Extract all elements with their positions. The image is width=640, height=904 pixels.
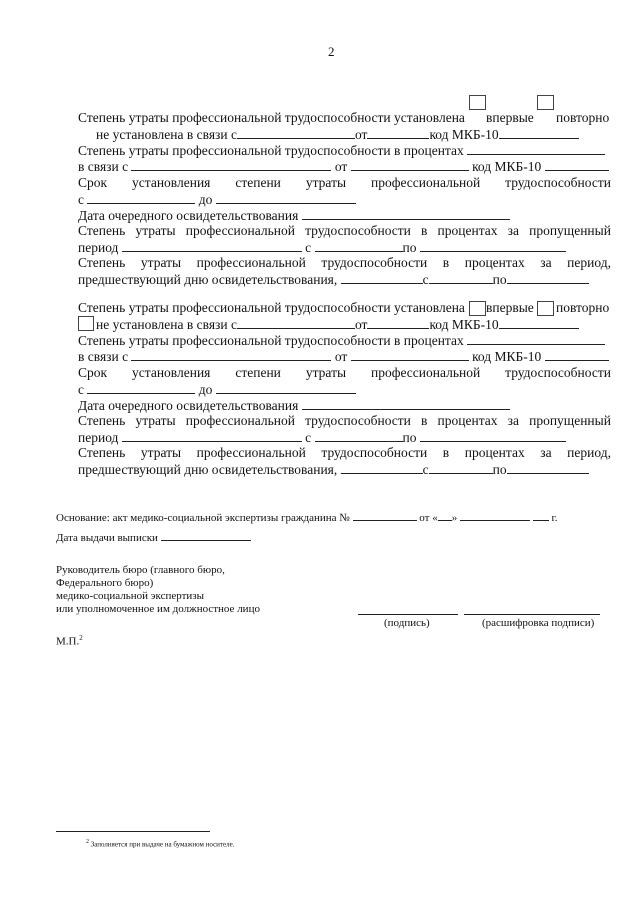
b2-line6-from: с (78, 382, 84, 397)
b2-prior-to-field[interactable] (507, 461, 589, 474)
b1-line5 (78, 175, 611, 191)
word: утраты (305, 175, 347, 190)
b2-term-to-field[interactable] (216, 381, 356, 394)
word: профессиональной (185, 223, 295, 238)
b2-percent-date-field[interactable] (351, 348, 469, 361)
b2-mkb-field[interactable] (499, 316, 579, 329)
b1-line8 (78, 223, 611, 239)
b2-percent-reason-field[interactable] (131, 348, 331, 361)
footnote-separator (56, 831, 210, 832)
b2-missed-to-field[interactable] (420, 429, 566, 442)
b1-prior-from-field[interactable] (429, 271, 493, 284)
b2-prior-from-field[interactable] (429, 461, 493, 474)
b2-missed-period-field[interactable] (122, 429, 302, 442)
word: пропущенный (529, 223, 611, 238)
word: профессиональной (196, 445, 306, 460)
b2-reason-field[interactable] (237, 316, 355, 329)
page-number: 2 (328, 44, 335, 59)
b2-percent-mkb-field[interactable] (545, 348, 609, 361)
b1-reason-field[interactable] (237, 126, 355, 139)
checkbox-first-2[interactable] (469, 301, 486, 316)
b1-line11-to: по (492, 272, 507, 287)
b2-line11-label: предшествующий дню освидетельствования, (78, 462, 338, 477)
basis-year: г. (551, 512, 558, 524)
word: процентах (464, 255, 525, 270)
b2-line11-from: с (422, 462, 429, 477)
decode-caption: (расшифровка подписи) (482, 617, 595, 629)
word: профессиональной (371, 365, 481, 380)
b1-line11-label: предшествующий дню освидетельствования, (78, 272, 338, 287)
word: в (421, 413, 428, 428)
signature-line[interactable] (358, 614, 458, 615)
word: за (507, 413, 519, 428)
word: Степень (78, 445, 126, 460)
word: степени (235, 175, 281, 190)
b1-prior-to-field[interactable] (507, 271, 589, 284)
word: за (540, 445, 552, 460)
basis-line (56, 510, 557, 525)
act-number-field[interactable] (353, 510, 417, 521)
b2-line4-label: в связи с (78, 349, 129, 364)
b2-line8 (78, 413, 611, 429)
b1-percent-date-field[interactable] (351, 158, 469, 171)
b2-line2-code: код МКБ-10 (429, 317, 499, 332)
b2-line3-label: Степень утраты профессиональной трудоспособности в процентах (78, 333, 464, 348)
decode-line[interactable] (464, 614, 600, 615)
basis-from: от « (419, 512, 438, 524)
checkbox-repeat-1[interactable] (537, 95, 554, 110)
word: трудоспособности (321, 255, 428, 270)
b2-line6-to: до (198, 382, 213, 397)
b2-line10 (78, 445, 611, 461)
b1-line6-from: с (78, 192, 84, 207)
b2-line4-code: код МКБ-10 (472, 349, 542, 364)
word: Срок (78, 365, 108, 380)
b1-percent-mkb-field[interactable] (545, 158, 609, 171)
b1-missed-to-field[interactable] (420, 239, 566, 252)
b1-line2-label: не установлена в связи с (96, 127, 237, 142)
word: за (540, 255, 552, 270)
act-year-field[interactable] (533, 510, 549, 521)
word: в (442, 255, 450, 270)
word: утраты (305, 365, 347, 380)
b2-line5 (78, 365, 611, 381)
word: установления (132, 365, 211, 380)
head-line1: Руководитель бюро (главного бюро, (56, 564, 225, 576)
b2-line9-to: по (402, 430, 417, 445)
b2-line9-from: с (305, 430, 312, 445)
checkbox-repeat-2[interactable] (537, 301, 554, 316)
checkbox-first-1[interactable] (469, 95, 486, 110)
checkbox-not-established-2[interactable] (78, 316, 94, 331)
footnote-sup: 2 (86, 839, 89, 845)
word: период, (567, 445, 611, 460)
b1-opt-repeat: повторно (556, 110, 610, 125)
word: период, (567, 255, 611, 270)
b1-line7-label: Дата очередного освидетельствования (78, 208, 299, 223)
b1-missed-from-field[interactable] (315, 239, 403, 252)
word: профессиональной (196, 255, 306, 270)
b1-next-exam-field[interactable] (302, 207, 510, 220)
word: утраты (135, 413, 176, 428)
b1-line9-from: с (305, 240, 312, 255)
head-line4: или уполномоченное им должностное лицо (56, 603, 260, 615)
b2-term-from-field[interactable] (87, 381, 195, 394)
word: процентах (464, 445, 525, 460)
b1-missed-period-field[interactable] (122, 239, 302, 252)
word: пропущенный (529, 413, 611, 428)
b1-prior-percent-field[interactable] (341, 271, 423, 284)
b1-line10 (78, 255, 611, 271)
b2-line7-label: Дата очередного освидетельствования (78, 398, 299, 413)
signature-caption: (подпись) (384, 617, 430, 629)
b2-missed-from-field[interactable] (315, 429, 403, 442)
footnote-text: Заполняется при выдаче на бумажном носителе. (90, 840, 235, 849)
b1-line6-to: до (198, 192, 213, 207)
b1-term-from-field[interactable] (87, 191, 195, 204)
b1-opt-first: впервые (486, 110, 534, 125)
b2-reason-date-field[interactable] (367, 316, 429, 329)
word: профессиональной (371, 175, 481, 190)
word: Срок (78, 175, 108, 190)
word: утраты (140, 255, 182, 270)
word: за (507, 223, 519, 238)
b2-line4-from: от (334, 349, 348, 364)
b1-line9-period: период (78, 240, 119, 255)
stamp-label (56, 632, 83, 649)
b2-percent-field[interactable] (467, 332, 605, 345)
word: утраты (140, 445, 182, 460)
b1-term-to-field[interactable] (216, 191, 356, 204)
footnote (86, 838, 234, 849)
word: трудоспособности (505, 365, 611, 380)
issue-date-field[interactable] (161, 530, 251, 541)
b1-line9-to: по (402, 240, 417, 255)
b1-mkb-field[interactable] (499, 126, 579, 139)
issue-date-line (56, 530, 251, 545)
issue-date-label: Дата выдачи выписки (56, 532, 158, 544)
basis-label: Основание: акт медико-социальной экспертизы гражданина № (56, 512, 350, 524)
b2-line2-label: не установлена в связи с (96, 317, 237, 332)
b1-reason-date-field[interactable] (367, 126, 429, 139)
word: Степень (78, 255, 126, 270)
stamp-text: М.П. (56, 635, 80, 648)
b1-line2-from: от (354, 127, 368, 142)
word: Степень (78, 413, 126, 428)
b2-opt-first: впервые (486, 300, 534, 315)
b2-line11-to: по (492, 462, 507, 477)
word: в (442, 445, 450, 460)
b1-line4-label: в связи с (78, 159, 129, 174)
b1-line4-code: код МКБ-10 (472, 159, 542, 174)
act-month-field[interactable] (460, 510, 530, 521)
word: степени (235, 365, 281, 380)
b2-prior-percent-field[interactable] (341, 461, 423, 474)
b2-line1-label: Степень утраты профессиональной трудоспособности установлена (78, 300, 465, 315)
b2-line2-from: от (354, 317, 368, 332)
word: процентах (437, 413, 498, 428)
word: профессиональной (185, 413, 295, 428)
b1-percent-field[interactable] (467, 142, 605, 155)
word: трудоспособности (305, 223, 411, 238)
word: Степень (78, 223, 126, 238)
act-day-field[interactable] (438, 510, 452, 521)
word: трудоспособности (321, 445, 428, 460)
b2-next-exam-field[interactable] (302, 397, 510, 410)
word: трудоспособности (505, 175, 611, 190)
word: трудоспособности (305, 413, 411, 428)
word: в (421, 223, 428, 238)
b1-line1-label: Степень утраты профессиональной трудоспособности установлена (78, 110, 465, 125)
stamp-sup: 2 (79, 634, 83, 642)
word: процентах (437, 223, 498, 238)
b1-percent-reason-field[interactable] (131, 158, 331, 171)
b1-line11-from: с (422, 272, 429, 287)
b1-line2-code: код МКБ-10 (429, 127, 499, 142)
b2-line9-period: период (78, 430, 119, 445)
word: утраты (135, 223, 176, 238)
b1-line4-from: от (334, 159, 348, 174)
basis-quote-close: » (451, 512, 458, 524)
head-line3: медико-социальной экспертизы (56, 590, 205, 602)
b2-opt-repeat: повторно (556, 300, 610, 315)
b1-line3-label: Степень утраты профессиональной трудоспособности в процентах (78, 143, 464, 158)
head-line2: Федерального бюро) (56, 577, 154, 589)
word: установления (132, 175, 211, 190)
